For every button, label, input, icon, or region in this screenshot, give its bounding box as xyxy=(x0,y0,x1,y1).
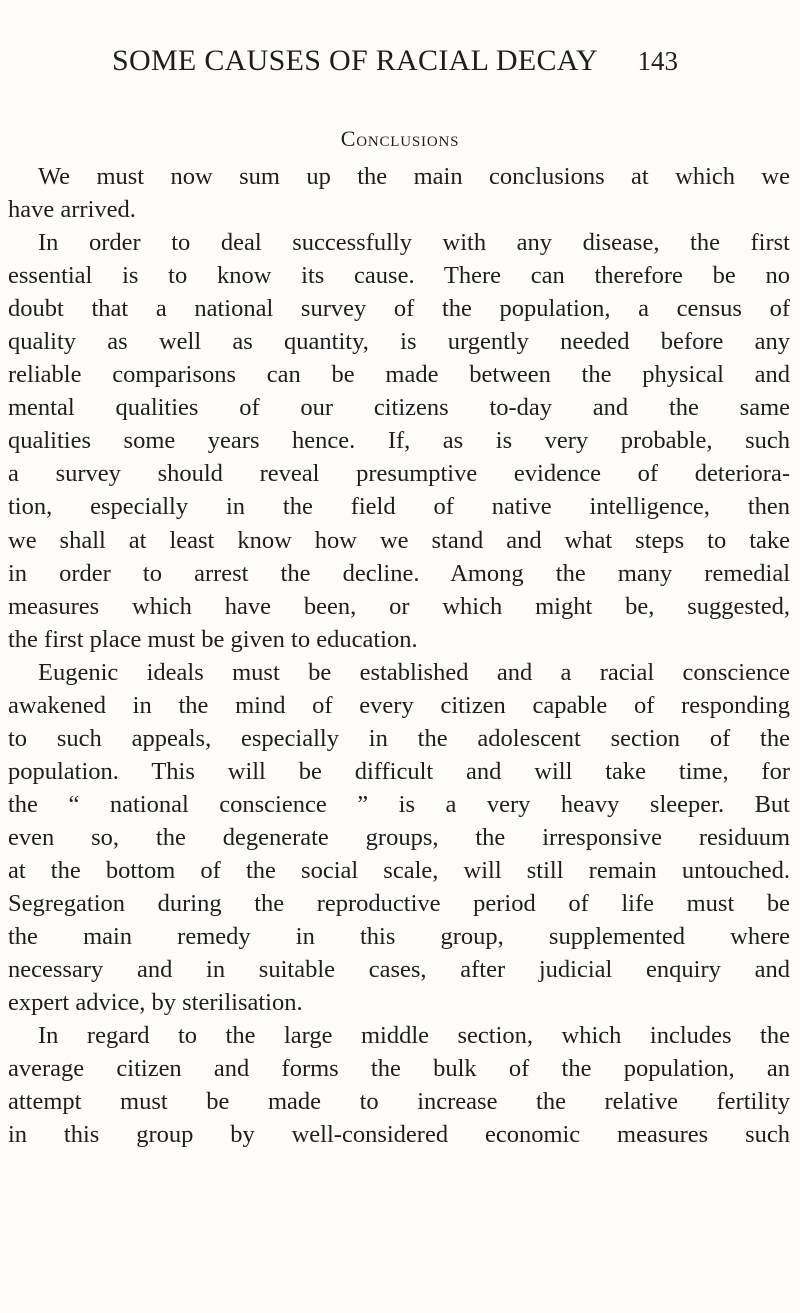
text-line: In regard to the large middle section, which includes the xyxy=(38,1022,790,1050)
text-line: Segregation during the reproductive period of life must be xyxy=(8,890,790,918)
running-title: SOME CAUSES OF RACIAL DECAY xyxy=(112,44,598,77)
text-line: a survey should reveal presumptive evidence of deteriora- xyxy=(8,460,790,488)
text-line: attempt must be made to increase the relative fertility xyxy=(8,1088,790,1116)
text-line: qualities some years hence. If, as is very probable, such xyxy=(8,427,790,455)
text-line: mental qualities of our citizens to-day and the same xyxy=(8,394,790,422)
text-line: reliable comparisons can be made between the physical and xyxy=(8,361,790,389)
text-line: the first place must be given to education. xyxy=(8,625,418,653)
text-line: population. This will be difficult and will take time, for xyxy=(8,757,790,785)
text-line: in this group by well-considered economic measures such xyxy=(8,1121,790,1149)
running-head xyxy=(112,44,678,84)
text-line: doubt that a national survey of the population, a census of xyxy=(8,295,790,323)
text-line: the “ national conscience ” is a very heavy sleeper. But xyxy=(8,790,790,818)
text-line: to such appeals, especially in the adolescent section of the xyxy=(8,724,790,752)
text-line: in order to arrest the decline. Among the many remedial xyxy=(8,559,790,587)
text-line: average citizen and forms the bulk of the population, an xyxy=(8,1055,790,1083)
text-line: necessary and in suitable cases, after judicial enquiry and xyxy=(8,956,790,984)
text-line: essential is to know its cause. There can therefore be no xyxy=(8,262,790,290)
text-line: expert advice, by sterilisation. xyxy=(8,989,303,1017)
text-line: We must now sum up the main conclusions at which we xyxy=(38,163,790,190)
text-line: tion, especially in the field of native intelligence, then xyxy=(8,493,790,521)
text-line: have arrived. xyxy=(8,196,136,224)
body-text xyxy=(8,160,790,1151)
text-line: the main remedy in this group, supplemented where xyxy=(8,923,790,951)
page-number: 143 xyxy=(637,46,678,76)
text-line: quality as well as quantity, is urgently needed before any xyxy=(8,328,790,356)
text-line: at the bottom of the social scale, will still remain untouched. xyxy=(8,856,790,884)
section-heading: Conclusions xyxy=(340,126,460,151)
text-line: Eugenic ideals must be established and a racial conscience xyxy=(38,658,790,686)
text-line: awakened in the mind of every citizen capable of responding xyxy=(8,691,790,719)
text-line: measures which have been, or which might be, suggested, xyxy=(8,592,790,620)
text-line: In order to deal successfully with any disease, the first xyxy=(38,229,790,257)
text-line: even so, the degenerate groups, the irresponsive residuum xyxy=(8,823,790,851)
text-line: we shall at least know how we stand and what steps to take xyxy=(8,526,790,554)
